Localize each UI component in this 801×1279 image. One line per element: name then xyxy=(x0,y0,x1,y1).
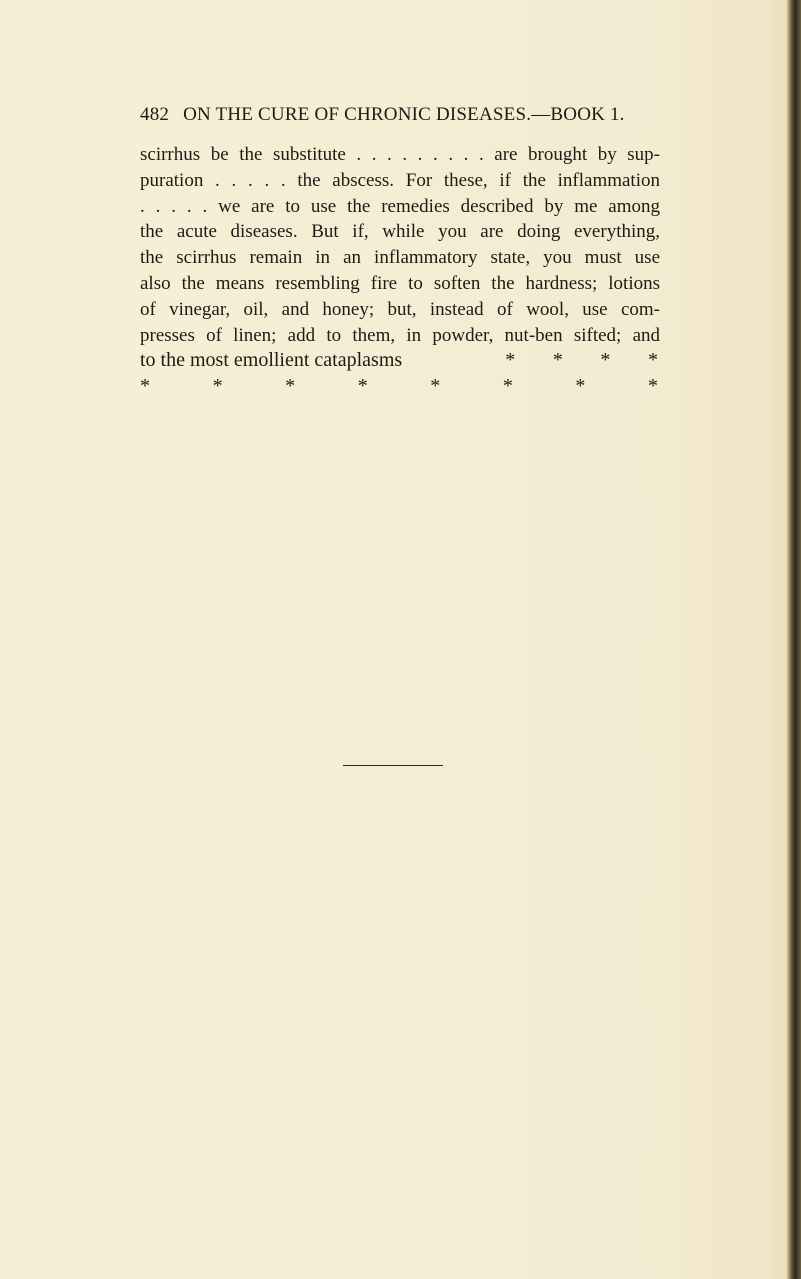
asterisk: * xyxy=(357,375,368,398)
asterisk: * xyxy=(647,375,658,398)
last-text-line xyxy=(140,348,660,374)
asterisk: * xyxy=(647,349,658,372)
running-head-title: ON THE CURE OF CHRONIC DISEASES.—BOOK 1. xyxy=(183,104,625,125)
body-line: the scirrhus remain in an inflammatory state, you must use xyxy=(140,247,660,269)
body-line: scirrhus be the substitute . . . . . . . . . are brought by sup- xyxy=(140,144,660,165)
asterisk: * xyxy=(575,375,586,398)
asterisk: * xyxy=(505,349,516,372)
page-number: 482 xyxy=(140,104,170,125)
body-line: of vinegar, oil, and honey; but, instead of wool, use com- xyxy=(140,298,660,320)
body-line: the acute diseases. But if, while you are doing everything, xyxy=(140,221,660,243)
asterisk: * xyxy=(600,349,611,372)
running-head xyxy=(140,104,660,126)
page-binding-edge xyxy=(787,0,801,1279)
section-divider-rule xyxy=(343,765,443,766)
body-line: also the means resembling fire to soften the hardness; lotions xyxy=(140,272,660,294)
body-line: puration . . . . . the abscess. For these, if the inflammation xyxy=(140,169,660,191)
body-line: presses of linen; add to them, in powder, nut-ben sifted; and xyxy=(140,324,660,346)
asterisk: * xyxy=(285,375,296,398)
asterisk: * xyxy=(140,375,150,398)
asterisk: * xyxy=(552,349,563,372)
asterisk: * xyxy=(212,375,223,398)
asterisk: * xyxy=(502,375,513,398)
body-text xyxy=(140,142,660,400)
body-line: . . . . . we are to use the remedies described by me among xyxy=(140,195,660,217)
asterisk-row xyxy=(140,374,660,400)
asterisk: * xyxy=(430,375,441,398)
last-line-text: to the most emollient cataplasms xyxy=(140,349,403,372)
